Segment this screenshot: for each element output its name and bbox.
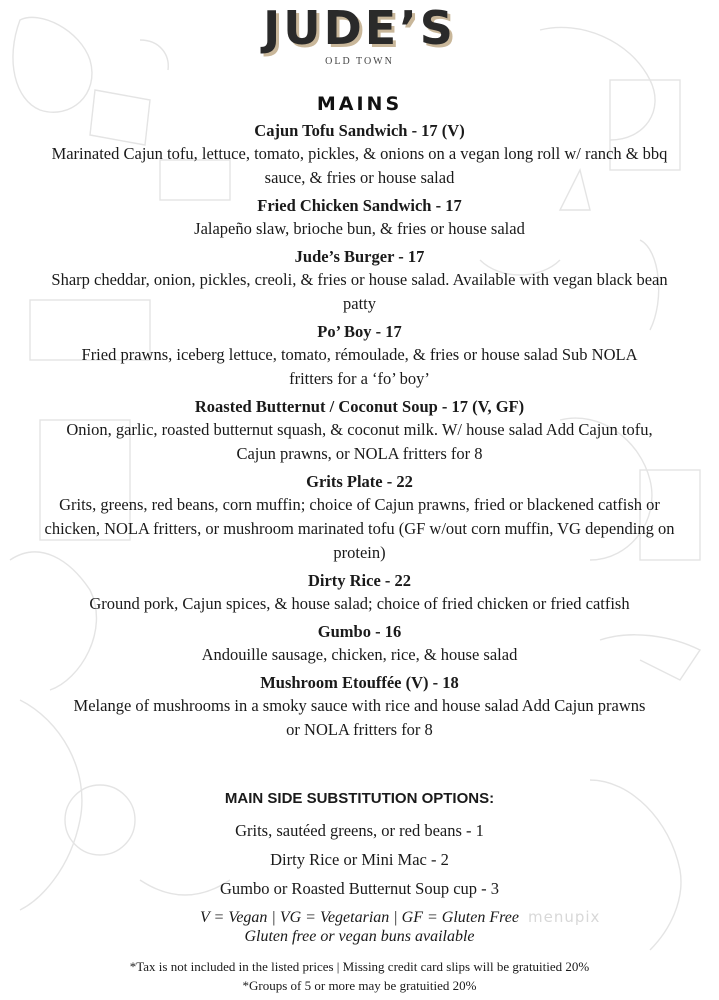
- menu-item: [0, 195, 719, 241]
- footer-line: *Tax is not included in the listed prices | Missing credit card slips will be gratuitied 20%: [129, 959, 590, 974]
- item-title: Jude’s Burger - 17: [294, 247, 425, 266]
- item-title: Gumbo - 16: [317, 622, 402, 641]
- restaurant-logo: JUDE’S: [263, 1, 456, 55]
- item-title: Fried Chicken Sandwich - 17: [257, 196, 462, 215]
- substitution-title: MAIN SIDE SUBSTITUTION OPTIONS:: [224, 790, 495, 807]
- substitution-option: Grits, sautéed greens, or red beans - 1: [235, 821, 484, 840]
- location-subtitle: OLD TOWN: [325, 56, 394, 67]
- substitution-option: Dirty Rice or Mini Mac - 2: [270, 850, 449, 869]
- item-title: Cajun Tofu Sandwich - 17 (V): [254, 121, 465, 140]
- dietary-legend: [0, 908, 719, 946]
- substitution-option: Gumbo or Roasted Butternut Soup cup - 3: [219, 879, 500, 898]
- menu-item: [0, 471, 719, 565]
- legend-line: V = Vegan | VG = Vegetarian | GF = Gluten Free: [200, 909, 519, 926]
- item-description: Onion, garlic, roasted butternut squash, & coconut milk. W/ house salad Add Cajun tofu, Cajun prawns, or NOLA fritters for 8: [66, 420, 653, 463]
- section-title: MAINS: [316, 93, 403, 115]
- item-description: Melange of mushrooms in a smoky sauce with rice and house salad Add Cajun prawns or NOLA fritters for 8: [73, 696, 646, 739]
- menu-item: [0, 396, 719, 466]
- item-title: Roasted Butternut / Coconut Soup - 17 (V, GF): [194, 397, 525, 416]
- substitution-options: [0, 788, 719, 903]
- item-description: Andouille sausage, chicken, rice, & house salad: [201, 645, 518, 664]
- menu-item: [0, 621, 719, 667]
- item-title: Po’ Boy - 17: [317, 322, 402, 341]
- item-description: Grits, greens, red beans, corn muffin; choice of Cajun prawns, fried or blackened catfish or chicken, NOLA fritters, or mushroom marinated tofu (GF w/out corn muffin, VG depending on protein): [44, 495, 675, 562]
- header: [0, 1, 719, 67]
- item-description: Ground pork, Cajun spices, & house salad; choice of fried chicken or fried catfish: [89, 594, 630, 613]
- footer-notes: [0, 957, 719, 995]
- item-title: Grits Plate - 22: [306, 472, 413, 491]
- legend-line: Gluten free or vegan buns available: [244, 928, 475, 945]
- item-description: Marinated Cajun tofu, lettuce, tomato, pickles, & onions on a vegan long roll w/ ranch & bbq sauce, & fries or house salad: [51, 144, 668, 187]
- menu-items: [0, 120, 719, 747]
- item-description: Jalapeño slaw, brioche bun, & fries or house salad: [194, 219, 525, 238]
- menu-item: [0, 120, 719, 190]
- menu-item: [0, 321, 719, 391]
- item-description: Sharp cheddar, onion, pickles, creoli, & fries or house salad. Available with vegan black bean patty: [51, 270, 668, 313]
- item-title: Dirty Rice - 22: [307, 571, 412, 590]
- item-description: Fried prawns, iceberg lettuce, tomato, rémoulade, & fries or house salad Sub NOLA fritters for a ‘fo’ boy’: [81, 345, 638, 388]
- watermark: menupix: [528, 908, 601, 926]
- menu-item: [0, 246, 719, 316]
- menu-item: [0, 672, 719, 742]
- menu-item: [0, 570, 719, 616]
- item-title: Mushroom Etouffée (V) - 18: [260, 673, 459, 692]
- footer-line: *Groups of 5 or more may be gratuitied 20%: [242, 978, 477, 993]
